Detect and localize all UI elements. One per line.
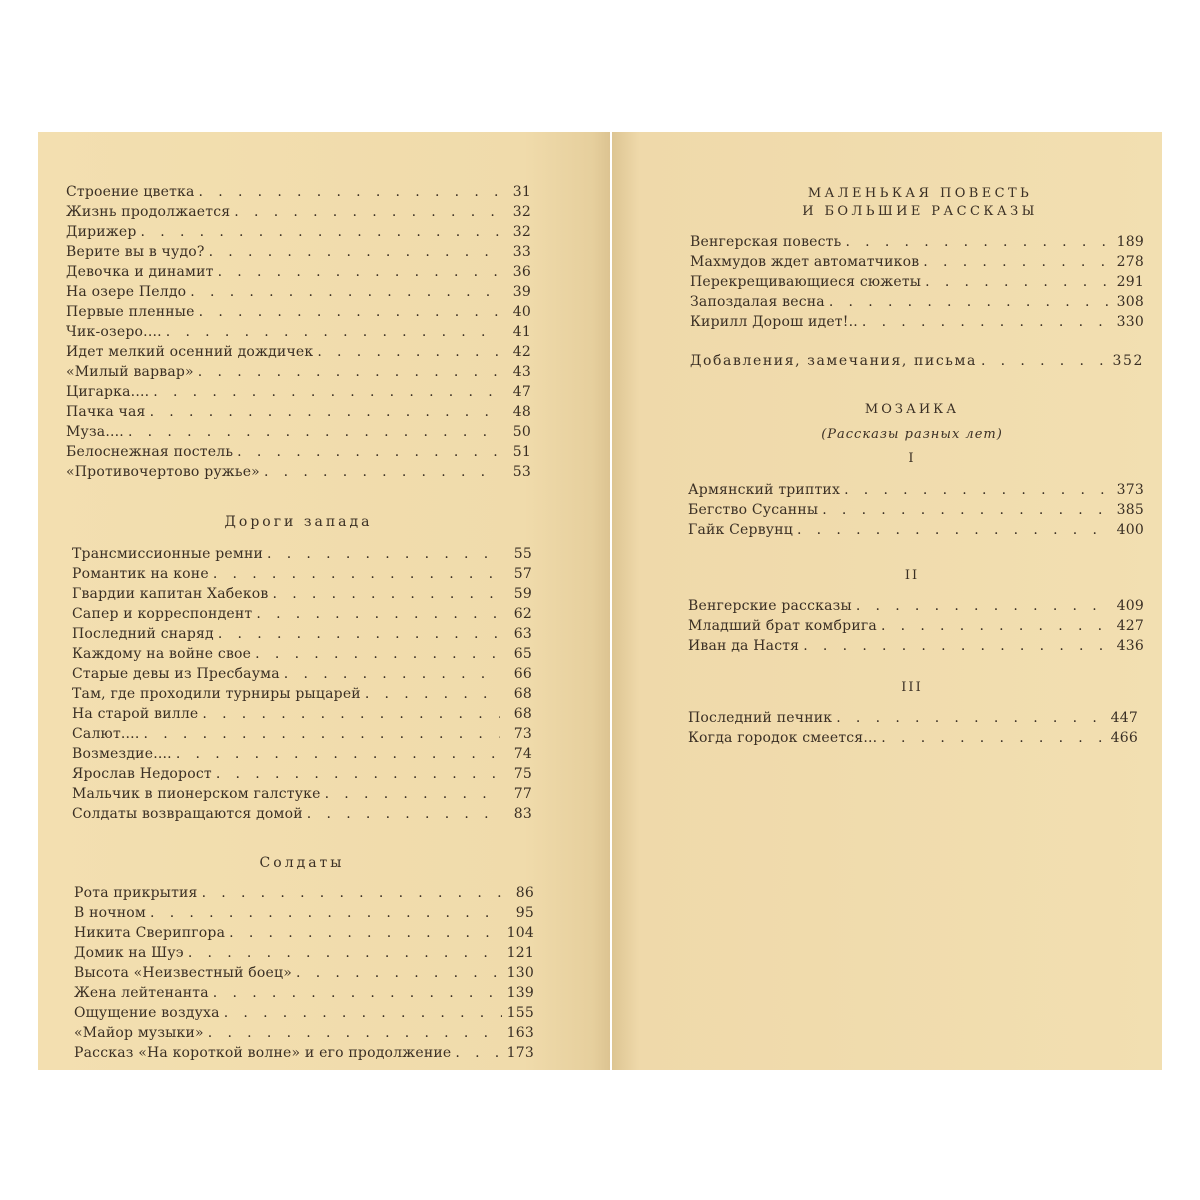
leader-dots	[862, 314, 1112, 330]
toc-additions	[690, 353, 1144, 373]
toc-entry	[66, 184, 531, 204]
toc-page-number: 32	[512, 204, 531, 220]
leader-dots	[213, 566, 500, 582]
leader-dots	[829, 294, 1112, 310]
toc-page-number: 36	[512, 264, 531, 280]
toc-entry	[72, 726, 532, 746]
toc-entry	[690, 314, 1144, 334]
toc-page-number: 189	[1116, 234, 1144, 250]
leader-dots	[273, 586, 500, 602]
leader-dots	[981, 353, 1109, 369]
toc-title: Гвардии капитан Хабеков	[72, 586, 269, 602]
toc-entry	[688, 598, 1144, 618]
toc-title: Чик-озеро....	[66, 324, 162, 340]
toc-title: Цигарка....	[66, 384, 150, 400]
left-page	[38, 132, 610, 1070]
toc-title: Мальчик в пионерском галстуке	[72, 786, 321, 802]
toc-title: Трансмиссионные ремни	[72, 546, 264, 562]
toc-page-number: 447	[1110, 710, 1138, 726]
leader-dots	[296, 965, 502, 981]
section-heading-dorogi-zapada: Дороги запада	[224, 514, 373, 530]
leader-dots	[128, 424, 499, 440]
toc-entry	[688, 730, 1138, 750]
toc-title: Строение цветка	[66, 184, 195, 200]
toc-entry	[66, 464, 531, 484]
toc-title: Каждому на войне свое	[72, 646, 252, 662]
leader-dots	[845, 234, 1112, 250]
toc-page-number: 427	[1116, 618, 1144, 634]
leader-dots	[150, 404, 499, 420]
leader-dots	[317, 344, 499, 360]
toc-entry	[66, 284, 531, 304]
leader-dots	[141, 224, 499, 240]
toc-entry	[74, 965, 534, 985]
toc-title: Последний печник	[688, 710, 833, 726]
leader-dots	[218, 264, 499, 280]
toc-page-number: 42	[512, 344, 531, 360]
toc-title: Верите вы в чудо?	[66, 244, 205, 260]
toc-entry	[72, 566, 532, 586]
leader-dots	[208, 1025, 502, 1041]
toc-page-number: 33	[512, 244, 531, 260]
toc-title: Жизнь продолжается	[66, 204, 231, 220]
toc-entry	[66, 324, 531, 344]
toc-mosaic-group-1	[688, 482, 1144, 542]
toc-mosaic-group-3	[688, 710, 1138, 750]
toc-title: Последний снаряд	[72, 626, 214, 642]
toc-entry	[72, 546, 532, 566]
leader-dots	[216, 766, 500, 782]
leader-dots	[213, 985, 502, 1001]
leader-dots	[218, 626, 500, 642]
toc-page-number: 53	[512, 464, 531, 480]
toc-page-number: 104	[506, 925, 534, 941]
toc-title: Девочка и динамит	[66, 264, 214, 280]
toc-page-number: 40	[512, 304, 531, 320]
toc-page-number: 352	[1112, 353, 1144, 369]
toc-entry	[66, 204, 531, 224]
toc-title: Гайк Сервунц	[688, 522, 793, 538]
toc-page-number: 55	[513, 546, 532, 562]
leader-dots	[237, 444, 499, 460]
toc-title: Когда городок смеется...	[688, 730, 878, 746]
toc-title: В ночном	[74, 905, 147, 921]
toc-page-number: 63	[513, 626, 532, 642]
toc-entry	[688, 710, 1138, 730]
toc-entry	[74, 1005, 534, 1025]
toc-entry	[690, 274, 1144, 294]
toc-title: На старой вилле	[72, 706, 199, 722]
toc-title: Иван да Настя	[688, 638, 800, 654]
leader-dots	[188, 945, 502, 961]
right-page	[612, 132, 1162, 1070]
toc-title: Пачка чая	[66, 404, 146, 420]
toc-page-number: 51	[512, 444, 531, 460]
toc-title: Никита Сверипгора	[74, 925, 226, 941]
toc-page-number: 173	[506, 1045, 534, 1061]
toc-group-3	[74, 885, 534, 1065]
toc-entry	[66, 224, 531, 244]
toc-entry	[688, 638, 1144, 658]
leader-dots	[202, 885, 502, 901]
toc-page-number: 50	[512, 424, 531, 440]
toc-title: Дирижер	[66, 224, 137, 240]
toc-entry	[688, 522, 1144, 542]
toc-title: Там, где проходили турниры рыцарей	[72, 686, 361, 702]
toc-entry	[72, 806, 532, 826]
toc-title: Солдаты возвращаются домой	[72, 806, 303, 822]
toc-page-number: 39	[512, 284, 531, 300]
leader-dots	[190, 284, 499, 300]
toc-povest-group	[690, 234, 1144, 334]
leader-dots	[234, 204, 499, 220]
leader-dots	[199, 184, 499, 200]
toc-entry	[72, 766, 532, 786]
toc-page-number: 75	[513, 766, 532, 782]
toc-title: Жена лейтенанта	[74, 985, 209, 1001]
leader-dots	[150, 905, 502, 921]
toc-title: Бегство Сусанны	[688, 502, 819, 518]
leader-dots	[176, 746, 500, 762]
leader-dots	[153, 384, 499, 400]
toc-title: Венгерские рассказы	[688, 598, 852, 614]
toc-title: Салют....	[72, 726, 140, 742]
toc-page-number: 66	[513, 666, 532, 682]
leader-dots	[307, 806, 500, 822]
toc-page-number: 68	[513, 686, 532, 702]
leader-dots	[264, 464, 499, 480]
leader-dots	[822, 502, 1112, 518]
toc-title: Муза....	[66, 424, 124, 440]
section-heading-soldaty: Солдаты	[259, 855, 345, 871]
leader-dots	[255, 646, 500, 662]
leader-dots	[923, 254, 1112, 270]
toc-page-number: 163	[506, 1025, 534, 1041]
toc-mosaic-group-2	[688, 598, 1144, 658]
toc-page-number: 155	[506, 1005, 534, 1021]
leader-dots	[836, 710, 1106, 726]
toc-title: Домик на Шуэ	[74, 945, 184, 961]
toc-title: Кирилл Дорош идет!..	[690, 314, 858, 330]
toc-title: Романтик на коне	[72, 566, 209, 582]
leader-dots	[166, 324, 499, 340]
toc-entry	[72, 666, 532, 686]
toc-entry	[74, 885, 534, 905]
toc-entry	[688, 618, 1144, 638]
toc-page-number: 400	[1116, 522, 1144, 538]
toc-entry	[66, 264, 531, 284]
toc-page-number: 409	[1116, 598, 1144, 614]
leader-dots	[925, 274, 1112, 290]
toc-entry	[66, 444, 531, 464]
toc-page-number: 330	[1116, 314, 1144, 330]
toc-page-number: 47	[512, 384, 531, 400]
toc-entry	[688, 502, 1144, 522]
toc-entry	[66, 424, 531, 444]
toc-entry	[690, 254, 1144, 274]
toc-page-number: 278	[1116, 254, 1144, 270]
toc-page-number: 466	[1110, 730, 1138, 746]
toc-page-number: 32	[512, 224, 531, 240]
toc-page-number: 48	[512, 404, 531, 420]
toc-page-number: 385	[1116, 502, 1144, 518]
toc-entry	[74, 1045, 534, 1065]
subheading-mozaika: (Рассказы разных лет)	[821, 427, 1003, 442]
toc-entry	[690, 234, 1144, 254]
toc-entry	[690, 294, 1144, 314]
toc-entry	[74, 1025, 534, 1045]
leader-dots	[284, 666, 500, 682]
toc-entry	[74, 925, 534, 945]
toc-entry	[74, 945, 534, 965]
toc-title: Белоснежная постель	[66, 444, 234, 460]
leader-dots	[803, 638, 1112, 654]
toc-entry	[688, 482, 1144, 502]
toc-title: Возмездие....	[72, 746, 172, 762]
toc-title: Армянский триптих	[688, 482, 841, 498]
toc-title: «Милый варвар»	[66, 364, 194, 380]
toc-entry	[72, 686, 532, 706]
toc-page-number: 436	[1116, 638, 1144, 654]
toc-title: «Майор музыки»	[74, 1025, 204, 1041]
toc-page-number: 74	[513, 746, 532, 762]
toc-title: Первые пленные	[66, 304, 195, 320]
toc-page-number: 77	[513, 786, 532, 802]
toc-title: Идет мелкий осенний дождичек	[66, 344, 314, 360]
toc-title: Старые девы из Пресбаума	[72, 666, 280, 682]
leader-dots	[199, 304, 499, 320]
leader-dots	[881, 618, 1112, 634]
toc-page-number: 291	[1116, 274, 1144, 290]
toc-entry	[72, 786, 532, 806]
toc-page-number: 68	[513, 706, 532, 722]
toc-entry	[74, 985, 534, 1005]
toc-title: Ярослав Недорост	[72, 766, 212, 782]
toc-page-number: 308	[1116, 294, 1144, 310]
leader-dots	[144, 726, 501, 742]
toc-title: Рассказ «На короткой волне» и его продолжение	[74, 1045, 452, 1061]
toc-page-number: 121	[506, 945, 534, 961]
leader-dots	[455, 1045, 502, 1061]
toc-entry	[72, 586, 532, 606]
roman-numeral-3: III	[901, 680, 923, 695]
toc-page-number: 83	[513, 806, 532, 822]
leader-dots	[267, 546, 500, 562]
leader-dots	[209, 244, 499, 260]
toc-entry	[66, 244, 531, 264]
toc-title: Высота «Неизвестный боец»	[74, 965, 292, 981]
toc-title: На озере Пелдо	[66, 284, 187, 300]
toc-page-number: 62	[513, 606, 532, 622]
heading-povest-line1: МАЛЕНЬКАЯ ПОВЕСТЬ	[807, 186, 1033, 201]
roman-numeral-1: I	[908, 451, 916, 466]
toc-page-number: 73	[513, 726, 532, 742]
toc-page-number: 139	[506, 985, 534, 1001]
leader-dots	[797, 522, 1112, 538]
toc-page-number: 31	[512, 184, 531, 200]
toc-page-number: 59	[513, 586, 532, 602]
leader-dots	[325, 786, 500, 802]
toc-title: Венгерская повесть	[690, 234, 842, 250]
toc-page-number: 373	[1116, 482, 1144, 498]
toc-title: Перекрещивающиеся сюжеты	[690, 274, 922, 290]
roman-numeral-2: II	[904, 568, 920, 583]
toc-title: Запоздалая весна	[690, 294, 825, 310]
toc-entry	[72, 706, 532, 726]
toc-page-number: 57	[513, 566, 532, 582]
toc-entry	[66, 304, 531, 324]
heading-povest-line2: И БОЛЬШИЕ РАССКАЗЫ	[802, 204, 1038, 219]
toc-title: «Противочертово ружье»	[66, 464, 260, 480]
leader-dots	[881, 730, 1106, 746]
toc-entry	[72, 646, 532, 666]
toc-title: Махмудов ждет автоматчиков	[690, 254, 920, 270]
toc-title: Ощущение воздуха	[74, 1005, 220, 1021]
toc-group-1	[66, 184, 531, 484]
toc-entry	[66, 364, 531, 384]
toc-entry	[66, 404, 531, 424]
toc-entry	[66, 344, 531, 364]
toc-page-number: 41	[512, 324, 531, 340]
leader-dots	[224, 1005, 502, 1021]
toc-page-number: 130	[506, 965, 534, 981]
toc-entry	[72, 626, 532, 646]
leader-dots	[229, 925, 502, 941]
toc-title: Рота прикрытия	[74, 885, 198, 901]
toc-group-2	[72, 546, 532, 826]
toc-page-number: 43	[512, 364, 531, 380]
toc-title: Добавления, замечания, письма	[690, 353, 977, 369]
toc-entry	[72, 746, 532, 766]
toc-page-number: 86	[515, 885, 534, 901]
toc-title: Младший брат комбрига	[688, 618, 877, 634]
leader-dots	[844, 482, 1112, 498]
leader-dots	[365, 686, 500, 702]
toc-entry	[72, 606, 532, 626]
leader-dots	[198, 364, 499, 380]
leader-dots	[202, 706, 500, 722]
heading-mozaika: МОЗАИКА	[864, 402, 960, 417]
leader-dots	[856, 598, 1112, 614]
toc-page-number: 95	[515, 905, 534, 921]
toc-title: Сапер и корреспондент	[72, 606, 253, 622]
leader-dots	[256, 606, 500, 622]
toc-page-number: 65	[513, 646, 532, 662]
toc-entry	[66, 384, 531, 404]
toc-entry	[74, 905, 534, 925]
